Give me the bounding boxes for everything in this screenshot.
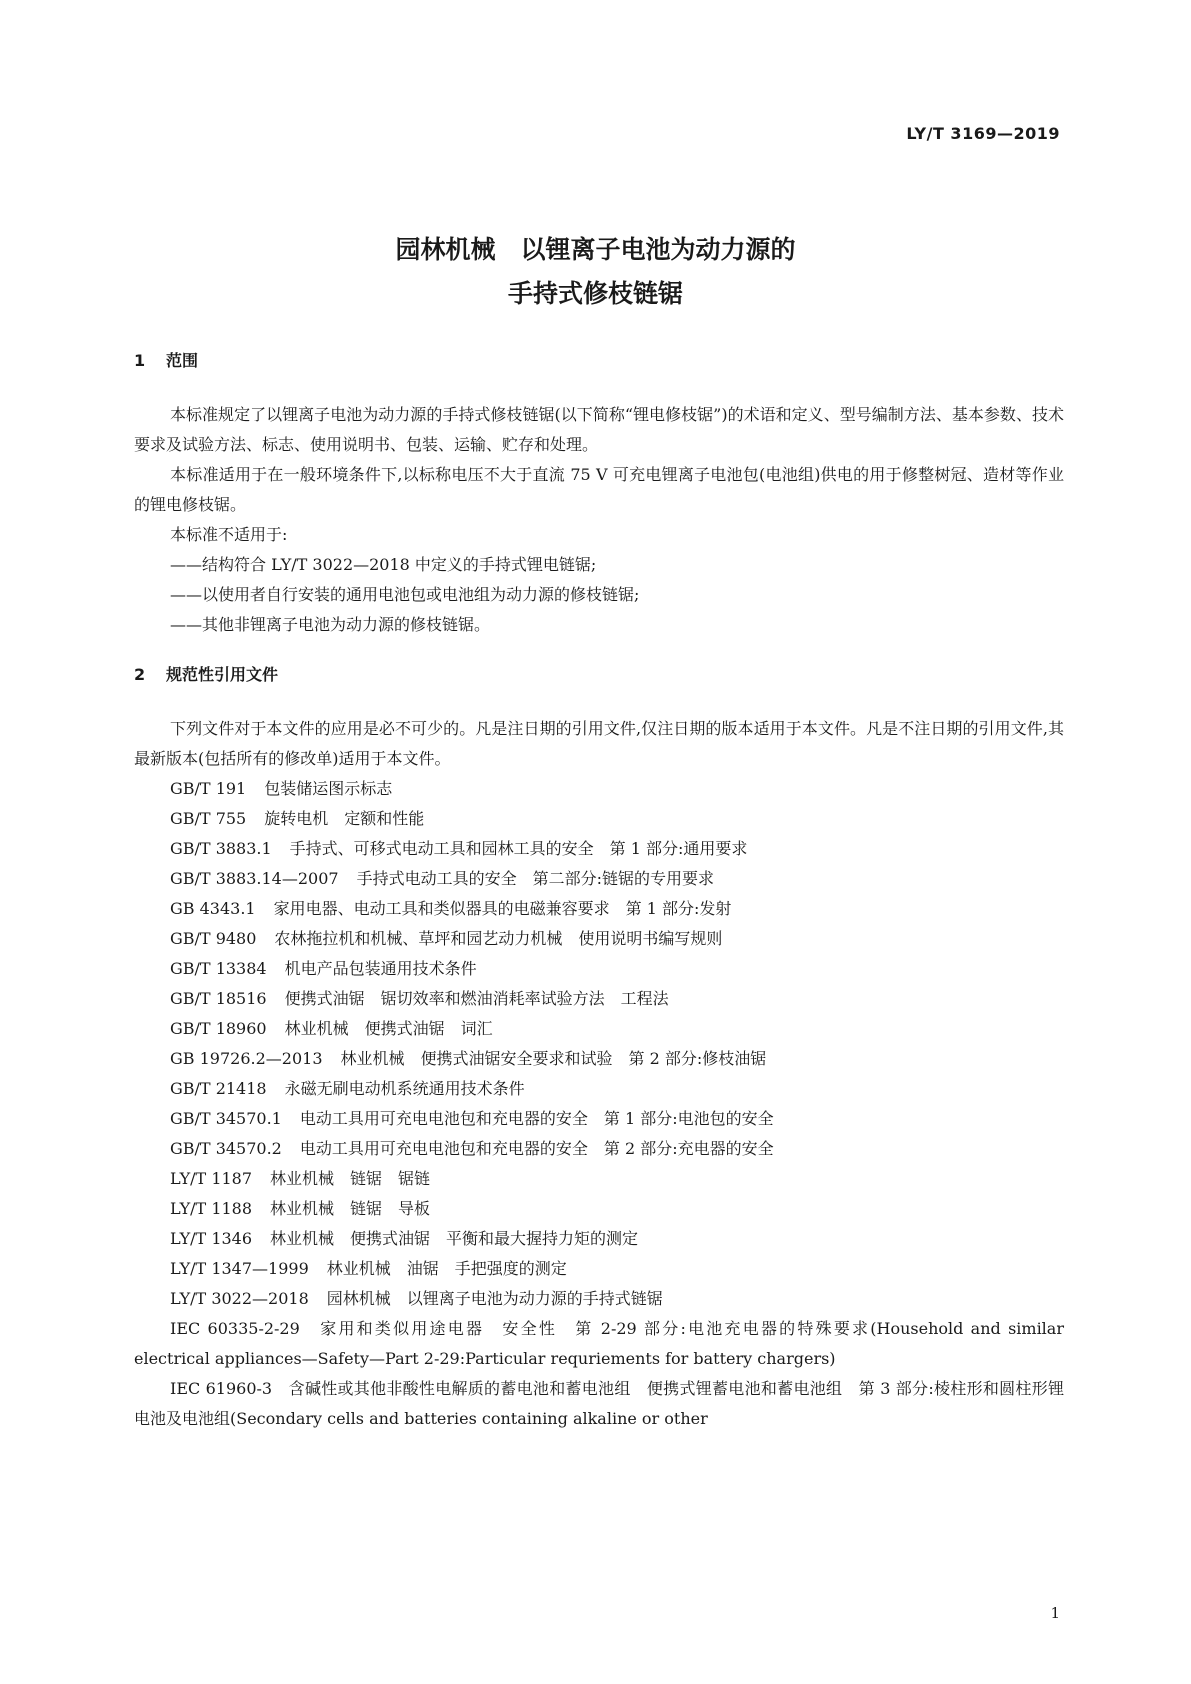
- reference-item: [134, 1254, 1064, 1284]
- reference-code: GB/T 3883.14—2007: [170, 869, 339, 888]
- exclusion-item: ——其他非锂离子电池为动力源的修枝链锯。: [170, 615, 491, 634]
- section-1-title: 范围: [166, 351, 199, 370]
- reference-code: GB 19726.2—2013: [170, 1049, 323, 1068]
- reference-title: 家用电器、电动工具和类似器具的电磁兼容要求 第 1 部分:发射: [273, 899, 732, 918]
- title-line-2: 手持式修枝链锯: [507, 279, 683, 308]
- reference-title: 林业机械 便携式油锯安全要求和试验 第 2 部分:修枝油锯: [340, 1049, 767, 1068]
- reference-code: GB/T 34570.2: [170, 1139, 282, 1158]
- reference-item: [134, 1074, 1064, 1104]
- reference-code: GB/T 18516: [170, 989, 267, 1008]
- reference-code: GB/T 755: [170, 809, 247, 828]
- reference-code: GB 4343.1: [170, 899, 256, 918]
- reference-item: [134, 774, 1064, 804]
- reference-item: [134, 1014, 1064, 1044]
- reference-title: 包装储运图示标志: [264, 779, 393, 798]
- reference-item: [134, 894, 1064, 924]
- reference-item: [134, 924, 1064, 954]
- paragraph: 本标准适用于在一般环境条件下,以标称电压不大于直流 75 V 可充电锂离子电池包(电池组)供电的用于修整树冠、造材等作业的锂电修枝锯。: [134, 465, 1064, 514]
- reference-item: [134, 954, 1064, 984]
- paragraph: 下列文件对于本文件的应用是必不可少的。凡是注日期的引用文件,仅注日期的版本适用于本文件。凡是不注日期的引用文件,其最新版本(包括所有的修改单)适用于本文件。: [134, 719, 1064, 768]
- reference-title: 手持式电动工具的安全 第二部分:链锯的专用要求: [356, 869, 714, 888]
- exclusion-item: ——结构符合 LY/T 3022—2018 中定义的手持式锂电链锯;: [170, 555, 597, 574]
- reference-code: GB/T 13384: [170, 959, 267, 978]
- reference-title: 林业机械 链锯 锯链: [270, 1169, 431, 1188]
- reference-item-long: IEC 60335-2-29 家用和类似用途电器 安全性 第 2-29 部分:电池充电器的特殊要求(Household and similar electrical appliances—Safety—Part 2-29:Particular requriements for battery chargers): [134, 1319, 1064, 1368]
- section-2-number: 2: [134, 665, 146, 684]
- reference-code: GB/T 9480: [170, 929, 257, 948]
- reference-code: LY/T 1347—1999: [170, 1259, 309, 1278]
- paragraph: 本标准规定了以锂离子电池为动力源的手持式修枝链锯(以下简称“锂电修枝锯”)的术语和定义、型号编制方法、基本参数、技术要求及试验方法、标志、使用说明书、包装、运输、贮存和处理。: [134, 405, 1064, 454]
- reference-title: 林业机械 便携式油锯 平衡和最大握持力矩的测定: [270, 1229, 639, 1248]
- reference-code: LY/T 1188: [170, 1199, 253, 1218]
- section-1-heading: [134, 348, 198, 371]
- section-1-number: 1: [134, 351, 146, 370]
- reference-item: [134, 1104, 1064, 1134]
- reference-item: [134, 1224, 1064, 1254]
- reference-title: 园林机械 以锂离子电池为动力源的手持式链锯: [326, 1289, 663, 1308]
- reference-code: LY/T 3022—2018: [170, 1289, 309, 1308]
- reference-code: LY/T 1187: [170, 1169, 253, 1188]
- reference-item: [134, 984, 1064, 1014]
- section-2-title: 规范性引用文件: [166, 665, 279, 684]
- document-title: [0, 228, 1191, 316]
- reference-item: [134, 834, 1064, 864]
- reference-title: 电动工具用可充电电池包和充电器的安全 第 1 部分:电池包的安全: [299, 1109, 774, 1128]
- reference-title: 机电产品包装通用技术条件: [284, 959, 477, 978]
- section-1-body: [134, 400, 1064, 640]
- reference-item: [134, 1044, 1064, 1074]
- reference-title: 农林拖拉机和机械、草坪和园艺动力机械 使用说明书编写规则: [274, 929, 723, 948]
- section-2-heading: [134, 662, 278, 685]
- paragraph: 本标准不适用于:: [170, 525, 288, 544]
- reference-item: [134, 864, 1064, 894]
- page-number: 1: [1050, 1604, 1060, 1622]
- reference-title: 便携式油锯 锯切效率和燃油消耗率试验方法 工程法: [284, 989, 669, 1008]
- reference-title: 手持式、可移式电动工具和园林工具的安全 第 1 部分:通用要求: [289, 839, 748, 858]
- reference-code: GB/T 18960: [170, 1019, 267, 1038]
- section-2-body: [134, 714, 1064, 1434]
- reference-item: [134, 804, 1064, 834]
- reference-title: 林业机械 链锯 导板: [270, 1199, 431, 1218]
- reference-code: GB/T 191: [170, 779, 247, 798]
- standard-code: LY/T 3169—2019: [906, 124, 1060, 143]
- reference-item: [134, 1164, 1064, 1194]
- reference-item: [134, 1134, 1064, 1164]
- reference-code: GB/T 3883.1: [170, 839, 272, 858]
- reference-title: 永磁无刷电动机系统通用技术条件: [284, 1079, 525, 1098]
- reference-item: [134, 1284, 1064, 1314]
- title-line-1: 园林机械 以锂离子电池为动力源的: [395, 235, 796, 264]
- reference-title: 林业机械 便携式油锯 词汇: [284, 1019, 493, 1038]
- reference-title: 电动工具用可充电电池包和充电器的安全 第 2 部分:充电器的安全: [299, 1139, 774, 1158]
- reference-code: GB/T 21418: [170, 1079, 267, 1098]
- reference-code: GB/T 34570.1: [170, 1109, 282, 1128]
- reference-title: 林业机械 油锯 手把强度的测定: [326, 1259, 567, 1278]
- reference-item-long: IEC 61960-3 含碱性或其他非酸性电解质的蓄电池和蓄电池组 便携式锂蓄电池和蓄电池组 第 3 部分:棱柱形和圆柱形锂电池及电池组(Secondary cells and batteries containing alkaline or other: [134, 1379, 1064, 1428]
- exclusion-item: ——以使用者自行安装的通用电池包或电池组为动力源的修枝链锯;: [170, 585, 640, 604]
- reference-item: [134, 1194, 1064, 1224]
- reference-code: LY/T 1346: [170, 1229, 253, 1248]
- reference-title: 旋转电机 定额和性能: [264, 809, 425, 828]
